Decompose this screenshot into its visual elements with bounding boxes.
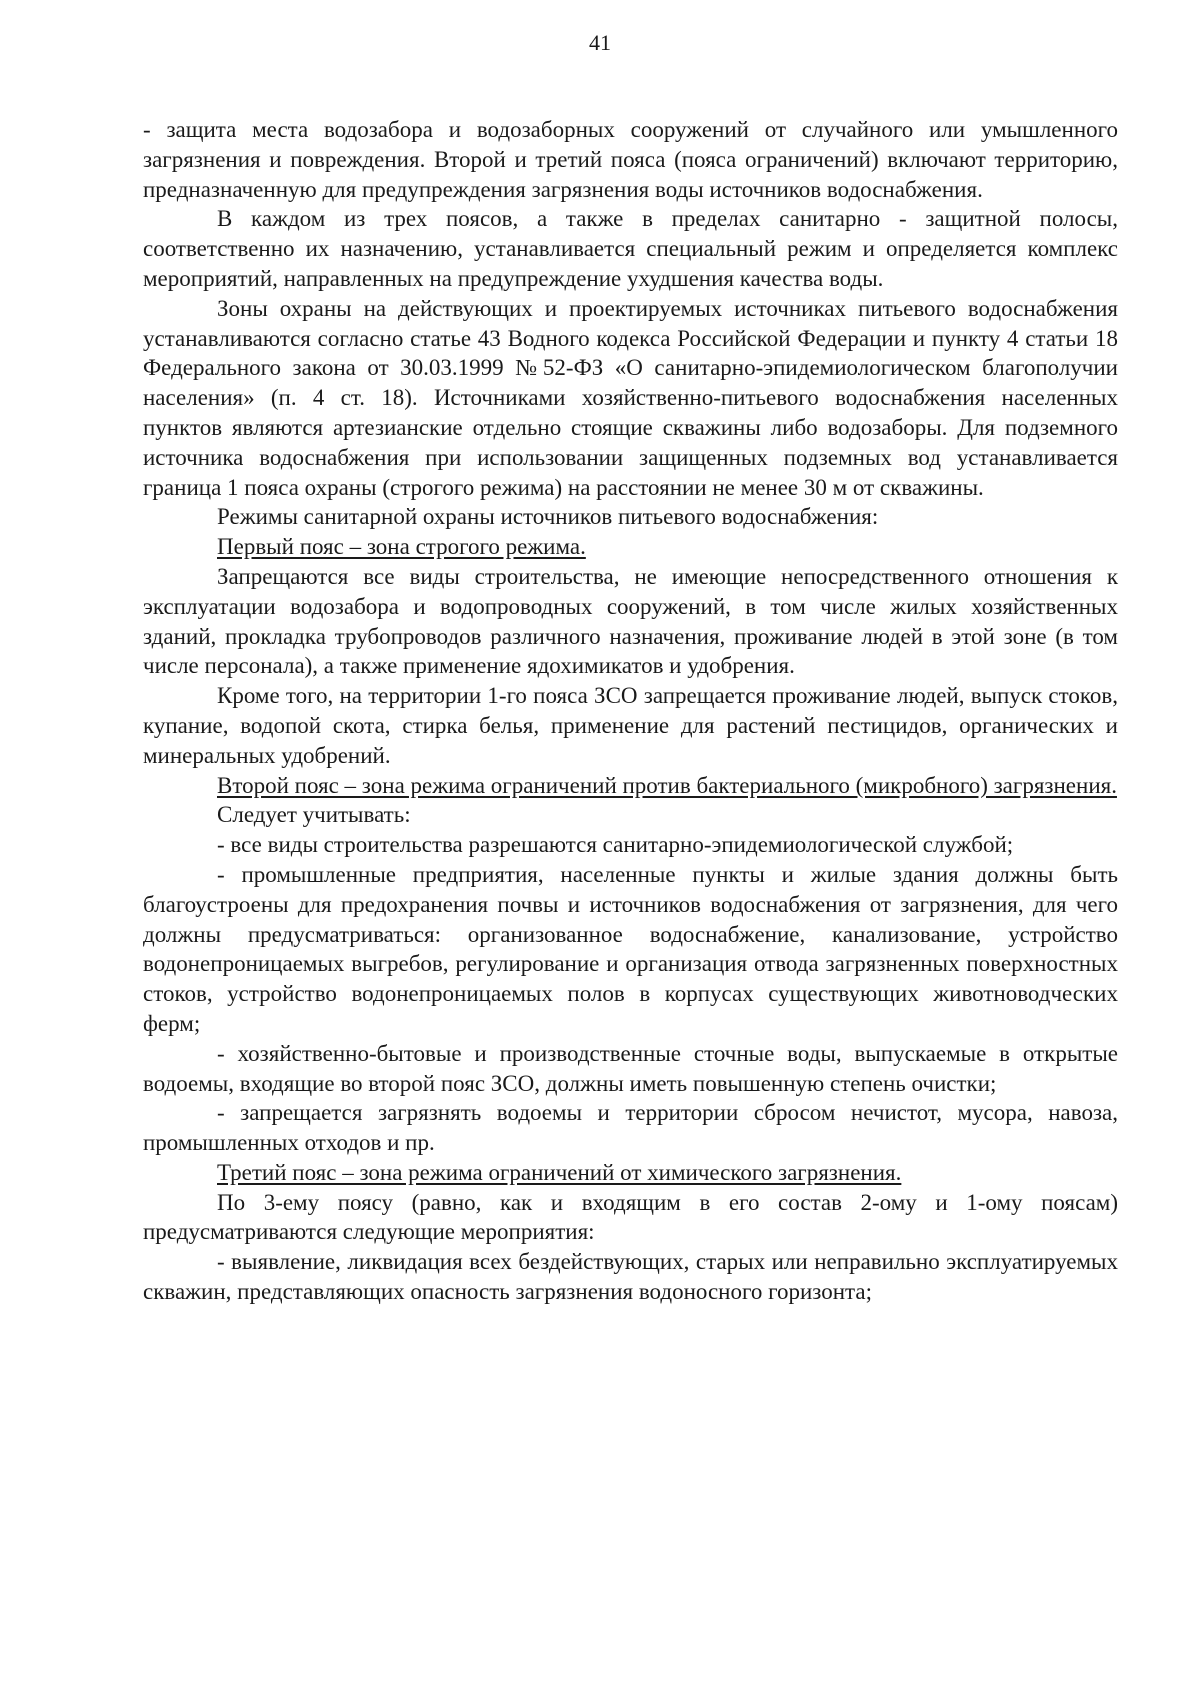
list-item: - выявление, ликвидация всех бездействующих, старых или неправильно эксплуатируемых скважин, представляющих опасность загрязнения водоносного горизонта; <box>143 1249 1118 1305</box>
list-item: - все виды строительства разрешаются санитарно-эпидемиологической службой; <box>217 832 1014 858</box>
section-heading-first-belt <box>143 532 1118 562</box>
paragraph: По 3-ему поясу (равно, как и входящим в его состав 2-ому и 1-ому поясам) предусматриваются следующие мероприятия: <box>143 1189 1118 1245</box>
paragraph: Зоны охраны на действующих и проектируемых источниках питьевого водоснабжения устанавливаются согласно статье 43 Водного кодекса Российской Федерации и пункту 4 статьи 18 Федерального закона от 30.03.1999 №52-ФЗ «О санитарно-эпидемиологическом благополучии населения» (п. 4 ст. 18). Источниками хозяйственно-питьевого водоснабжения населенных пунктов являются артезианские отдельно стоящие скважины либо водозаборы. Для подземного источника водоснабжения при использовании защищенных подземных вод устанавливается граница 1 пояса охраны (строгого режима) на расстоянии не менее 30 м от скважины. <box>143 295 1118 500</box>
page-body <box>143 115 1118 1307</box>
list-item: - запрещается загрязнять водоемы и территории сбросом нечистот, мусора, навоза, промышленных отходов и пр. <box>143 1100 1118 1156</box>
section-heading-text: Второй пояс – зона режима ограничений против бактериального (микробного) загрязнения. <box>217 772 1117 798</box>
paragraph: Кроме того, на территории 1-го пояса ЗСО запрещается проживание людей, выпуск стоков, купание, водопой скота, стирка белья, применение для растений пестицидов, органических и минеральных удобрений. <box>143 683 1118 768</box>
paragraph: Режимы санитарной охраны источников питьевого водоснабжения: <box>217 504 879 530</box>
list-item: - хозяйственно-бытовые и производственные сточные воды, выпускаемые в открытые водоемы, входящие во второй пояс ЗСО, должны иметь повышенную степень очистки; <box>143 1040 1118 1096</box>
section-heading-text: Первый пояс – зона строгого режима. <box>217 534 586 560</box>
section-heading-third-belt <box>143 1158 1118 1188</box>
paragraph: В каждом из трех поясов, а также в пределах санитарно - защитной полосы, соответственно их назначению, устанавливается специальный режим и определяется комплекс мероприятий, направленных на предупреждение ухудшения качества воды. <box>143 206 1118 291</box>
section-heading-second-belt <box>143 771 1118 801</box>
paragraph: - защита места водозабора и водозаборных сооружений от случайного или умышленного загрязнения и повреждения. Второй и третий пояса (пояса ограничений) включают территорию, предназначенную для предупреждения загрязнения воды источников водоснабжения. <box>143 117 1118 202</box>
section-heading-text: Третий пояс – зона режима ограничений от химического загрязнения. <box>217 1159 902 1185</box>
page-number: 41 <box>589 30 611 55</box>
list-item: - промышленные предприятия, населенные пункты и жилые здания должны быть благоустроены для предохранения почвы и источников водоснабжения от загрязнения, для чего должны предусматриваться: организованное водоснабжение, канализование, устройство водонепроницаемых выгребов, регулирование и организация отвода загрязненных поверхностных стоков, устройство водонепроницаемых полов в корпусах существующих животноводческих ферм; <box>143 861 1118 1036</box>
paragraph: Следует учитывать: <box>217 802 411 828</box>
paragraph: Запрещаются все виды строительства, не имеющие непосредственного отношения к эксплуатации водозабора и водопроводных сооружений, в том числе жилых хозяйственных зданий, прокладка трубопроводов различного назначения, проживание людей в этой зоне (в том числе персонала), а также применение ядохимикатов и удобрения. <box>143 563 1118 679</box>
